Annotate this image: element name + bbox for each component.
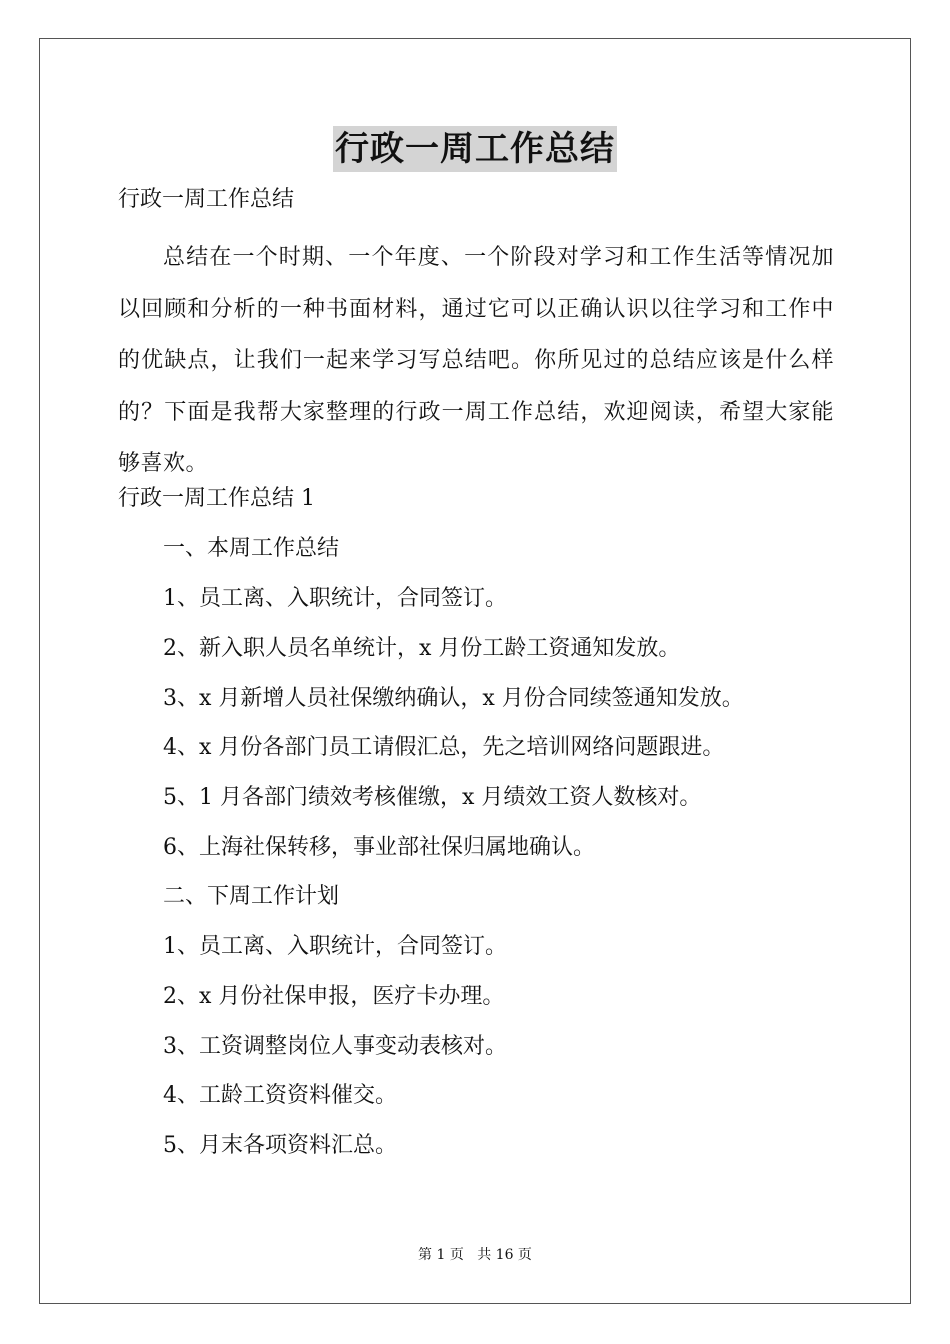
document-subtitle: 行政一周工作总结	[118, 187, 295, 212]
intro-paragraph: 总结在一个时期、一个年度、一个阶段对学习和工作生活等情况加以回顾和分析的一种书面材料，通过它可以正确认识以往学习和工作中的优缺点，让我们一起来学习写总结吧。你所见过的总结应该是什么样的？下面是我帮大家整理的行政一周工作总结，欢迎阅读，希望大家能够喜欢。	[118, 245, 834, 476]
page-number: 第 1 页	[418, 1247, 464, 1263]
part1-item: 3、x 月新增人员社保缴纳确认，x 月份合同续签通知发放。	[163, 686, 744, 711]
part1-item: 1、员工离、入职统计，合同签订。	[163, 586, 507, 611]
total-pages: 共 16 页	[477, 1247, 532, 1263]
part2-item: 2、x 月份社保申报，医疗卡办理。	[163, 984, 505, 1009]
part1-heading: 一、本周工作总结	[163, 536, 340, 561]
part2-item: 3、工资调整岗位人事变动表核对。	[163, 1034, 507, 1059]
document-title: 行政一周工作总结	[333, 126, 617, 172]
part2-item: 4、工龄工资资料催交。	[163, 1083, 397, 1108]
title-container	[0, 126, 950, 172]
part1-item: 2、新入职人员名单统计，x 月份工龄工资通知发放。	[163, 636, 681, 661]
part1-item: 4、x 月份各部门员工请假汇总，先之培训网络问题跟进。	[163, 735, 725, 760]
page-border	[39, 38, 911, 1304]
section-title: 行政一周工作总结 1	[118, 486, 315, 511]
part1-item: 6、上海社保转移，事业部社保归属地确认。	[163, 835, 595, 860]
part2-heading: 二、下周工作计划	[163, 884, 340, 909]
part1-item: 5、1 月各部门绩效考核催缴，x 月绩效工资人数核对。	[163, 785, 702, 810]
part2-item: 1、员工离、入职统计，合同签订。	[163, 934, 507, 959]
part2-item: 5、月末各项资料汇总。	[163, 1133, 397, 1158]
page-footer	[0, 1246, 950, 1264]
